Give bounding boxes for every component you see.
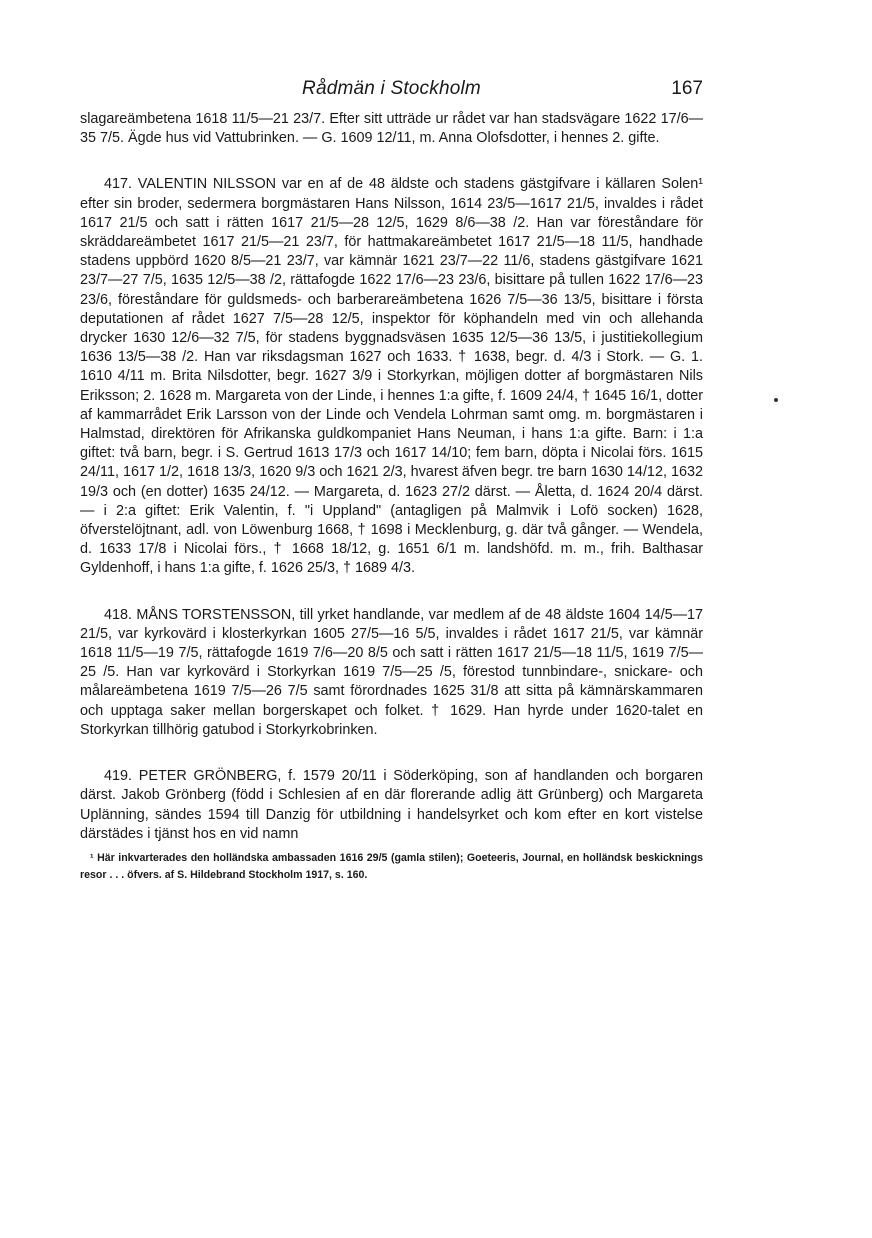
entry-417-valentin-nilsson: 417. VALENTIN NILSSON var en af de 48 äldste och stadens gästgifvare i källaren Solen¹ efter sin broder, sedermera borgmästaren Hans Nilsson, 1614 23/5—1617 21/5, invaldes i rådet 1617 21/5 och satt i rätten 1617 21/5—28 12/5, 1629 8/6—38 /2. Han var föreståndare för skräddareämbetet 1617 21/5—21 23/7, för hattmakareämbetet 1617 21/5—18 11/5, handhade stadens uppbörd 1620 8/5—21 23/7, var kämnär 1621 23/7—22 11/6, stadens gästgifvare 1621 23/7—27 7/5, 1635 12/5—38 /2, rättafogde 1622 17/6—23 23/6, bisittare på tullen 1622 17/6—23 23/6, föreståndare för guldsmeds- och barberareämbetena 1626 7/5—36 13/5, bisittare i första deputationen af rådet 1627 7/5—28 12/5, inspektor för köphandeln med vin och allehanda drycker 1630 12/6—32 7/5, för stadens byggnadsväsen 1635 12/5—36 13/5, i justitiekollegium 1636 13/5—38 /2. Han var riksdagsman 1627 och 1633. † 1638, begr. d. 4/3 i Stork. — G. 1. 1610 4/11 m. Brita Nilsdotter, begr. 1627 3/9 i Storkyrkan, möjligen dotter af borgmästaren Nils Eriksson; 2. 1628 m. Margareta von der Linde, i hennes 1:a gifte, f. 1609 24/4, † 1645 16/1, dotter af kammarrådet Erik Larsson von der Linde och Vendela Lohrman samt omg. m. borgmästaren i Halmstad, direktören för Afrikanska guldkompaniet Hans Neuman, i hans 1:a gifte. Barn: i 1:a giftet: två barn, begr. i S. Gertrud 1613 17/3 och 1617 14/10; fem barn, döpta i Nicolai förs. 1615 24/11, 1617 1/2, 1618 13/3, 1620 9/3 och 1621 2/3, hvarest äfven begr. tre barn 1630 14/12, 1632 19/3 och (en dotter) 1635 24/12. — Margareta, d. 1623 27/2 därst. — Åletta, d. 1624 20/4 därst. — i 2:a giftet: Erik Valentin, f. "i Uppland" (antagligen på Malmvik i Lofö socken) 1628, öfverstelöjtnant, adl. von Löwenburg 1668, † 1698 i Mecklenburg, g. där två gånger. — Wendela, d. 1633 17/8 i Nicolai förs., † 1668 18/12, g. 1651 6/1 m. landshöfd. m. m., frih. Balthasar Gyldenhoff, i hans 1:a gifte, f. 1626 25/3, † 1689 4/3. [80,176,703,577]
running-title: Rådmän i Stockholm [302,78,481,99]
entry-419-peter-gronberg: 419. PETER GRÖNBERG, f. 1579 20/11 i Söderköping, son af handlanden och borgaren därst. Jakob Grönberg (född i Schlesien af en där florerande adlig ätt Grünberg) och Margareta Uplänning, sändes 1594 till Danzig för utbildning i handelsyrket och kom efter en kort vistelse därstädes i tjänst hos en vid namn [80,768,703,842]
margin-dot [774,398,778,402]
footnote: ¹ Här inkvarterades den holländska ambassaden 1616 29/5 (gamla stilen); Goeteeris, Journal, en holländsk beskicknings resor . . . öfvers. af S. Hildebrand Stockholm 1917, s. 160. [80,851,703,881]
page-number: 167 [671,78,703,99]
book-page [80,78,703,895]
paragraph-continuation: slagareämbetena 1618 11/5—21 23/7. Efter sitt utträde ur rådet var han stadsvägare 1622 17/6—35 7/5. Ägde hus vid Vattubrinken. — G. 1609 12/11, m. Anna Olofsdotter, i hennes 2. gifte. [80,111,703,147]
page-header [80,78,703,104]
entry-418-mans-torstensson: 418. MÅNS TORSTENSSON, till yrket handlande, var medlem af de 48 äldste 1604 14/5—17 21/5, var kyrkovärd i klosterkyrkan 1605 27/5—16 5/5, invaldes i rådet 1617 21/5, var kämnär 1618 11/5—19 7/5, rättafogde 1619 7/6—20 8/5 och satt i rätten 1617 21/5—18 11/5, 1619 7/5—25 /5. Han var kyrkovärd i Storkyrkan 1619 7/5—25 /5, förestod tunnbindare-, snickare- och målareämbetena 1619 7/5—26 7/5 samt förordnades 1625 31/8 att sitta på kämnärskammaren och upptaga saker mellan borgerskapet och folket. † 1629. Han hyrde under 1620-talet en Storkyrkan tillhörig gatubod i Storkyrkobrinken. [80,606,703,738]
